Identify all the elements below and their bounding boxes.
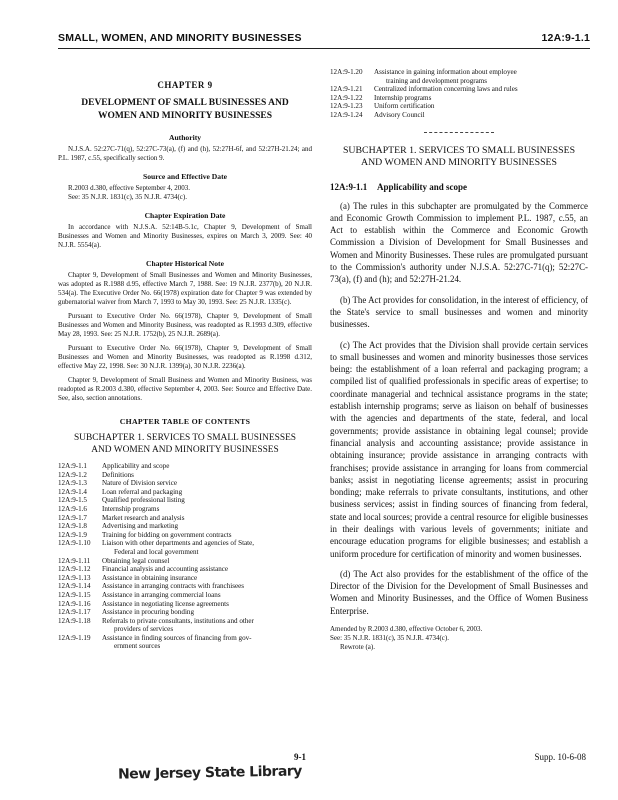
left-column — [58, 68, 312, 651]
toc-entry — [58, 557, 312, 566]
toc-entry — [58, 600, 312, 609]
toc-entry-title-text: Loan referral and packaging — [102, 487, 183, 496]
toc-entry-title — [374, 111, 588, 120]
section-number: 12A:9-1.1 — [330, 181, 368, 192]
toc-entry-title — [102, 514, 312, 523]
toc-entry — [330, 111, 588, 120]
toc-entry-title-text: Assistance in arranging commercial loans — [102, 590, 221, 599]
toc-entry-number: 12A:9-1.8 — [58, 522, 87, 531]
toc-entry-title-text: Assistance in gaining information about employee — [374, 68, 517, 76]
toc-entry-title-text: Assistance in finding sources of financing from gov- — [102, 633, 252, 642]
toc-entry — [58, 574, 312, 583]
toc-subchapter-line-2: AND WOMEN AND MINORITY BUSINESSES — [91, 445, 279, 455]
toc-entry-title-text: Definitions — [102, 470, 134, 479]
toc-entry-title-continuation: providers of services — [114, 625, 174, 634]
amendment-note — [330, 625, 588, 652]
toc-entry-number: 12A:9-1.24 — [330, 110, 363, 119]
source-line-1: R.2003 d.380, effective September 4, 2003. — [68, 184, 190, 192]
toc-entry — [58, 479, 312, 488]
section-heading — [330, 182, 588, 192]
toc-entry-title-text: Assistance in arranging contracts with franchisees — [102, 582, 245, 591]
section-title: Applicability and scope — [377, 181, 468, 192]
toc-entry-number: 12A:9-1.9 — [58, 530, 87, 539]
chapter-number: CHAPTER 9 — [157, 80, 213, 90]
table-of-contents-left — [58, 462, 312, 651]
toc-entry-title-text: Referrals to private consultants, institutions and other — [102, 616, 254, 625]
toc-entry-title-text: Internship programs — [102, 504, 160, 513]
toc-entry-title — [102, 600, 312, 609]
toc-entry — [58, 591, 312, 600]
section-body — [330, 200, 588, 618]
header-title: SMALL, WOMEN, AND MINORITY BUSINESSES — [58, 32, 302, 44]
toc-entry-title — [102, 591, 312, 600]
toc-entry-title-text: Advisory Council — [374, 110, 425, 119]
toc-entry — [330, 85, 588, 94]
toc-entry-number: 12A:9-1.14 — [58, 582, 91, 591]
toc-entry-number: 12A:9-1.17 — [58, 608, 91, 617]
toc-entry-number: 12A:9-1.18 — [58, 616, 91, 625]
toc-entry-number: 12A:9-1.3 — [58, 479, 87, 488]
expiration-text: In accordance with N.J.S.A. 52:14B-5.1c, Chapter 9, Development of Small Businesses and Women and Minority Businesses, expires on March 3, 2009. See: 40 N.J.R. 5554(a). — [58, 223, 312, 249]
chapter-title — [58, 97, 312, 123]
source-text — [58, 184, 312, 202]
toc-entry-number: 12A:9-1.13 — [58, 573, 91, 582]
toc-entry-title — [102, 617, 312, 634]
toc-entry-title-text: Assistance in procuring bonding — [102, 608, 195, 617]
toc-entry-number: 12A:9-1.6 — [58, 504, 87, 513]
supplement-date: Supp. 10-6-08 — [534, 752, 586, 762]
toc-entry-number: 12A:9-1.15 — [58, 590, 91, 599]
toc-entry-title-continuation: Federal and local government — [114, 547, 199, 556]
toc-entry — [58, 488, 312, 497]
toc-entry — [58, 608, 312, 617]
toc-entry-title — [102, 488, 312, 497]
toc-entry — [58, 514, 312, 523]
toc-subchapter-title — [58, 432, 312, 456]
toc-entry-title — [102, 539, 312, 556]
toc-entry-number: 12A:9-1.20 — [330, 68, 363, 76]
toc-entry — [330, 94, 588, 103]
table-of-contents-right — [330, 68, 588, 120]
history-paragraph-1: Chapter 9, Development of Small Businesses and Women and Minority Businesses, was adopted as R.1988 d.95, effective March 7, 1988. See: 19 N.J.R. 2377(b), 20 N.J.R. 534(a). The Executive Order No. 66(1978) expiration date for Chapter 9 was extended by gubernatorial waiver from March 7, 1993 to May 30, 1993. See: 25 N.J.R. 1335(c). — [58, 271, 312, 306]
toc-entry — [58, 505, 312, 514]
toc-entry-title — [374, 94, 588, 103]
toc-entry-title-text: Internship programs — [374, 93, 432, 102]
toc-entry — [330, 102, 588, 111]
toc-entry-number: 12A:9-1.4 — [58, 487, 87, 496]
toc-entry-number: 12A:9-1.23 — [330, 102, 363, 111]
toc-entry — [58, 522, 312, 531]
toc-entry-title — [102, 505, 312, 514]
history-paragraph-2: Pursuant to Executive Order No. 66(1978), Chapter 9, Development of Small Businesses and Women and Minority Business, was readopted as R.1993 d.309, effective May 28, 1993. See: 25 N.J.R. 1752(b), 25 N.J.R. 2689(a). — [58, 312, 312, 338]
authority-heading: Authority — [168, 133, 202, 142]
toc-entry — [58, 617, 312, 634]
table-of-contents-heading: CHAPTER TABLE OF CONTENTS — [119, 417, 251, 426]
toc-entry-number: 12A:9-1.19 — [58, 633, 91, 642]
subchapter-title — [330, 145, 588, 170]
toc-entry-number: 12A:9-1.5 — [58, 496, 87, 505]
paragraph-b: (b) The Act provides for consolidation, in the interest of efficiency, of the State's service to small businesses and women and minority businesses. — [330, 294, 588, 330]
toc-entry-number: 12A:9-1.12 — [58, 565, 91, 574]
toc-entry-title — [102, 565, 312, 574]
toc-entry-title — [102, 608, 312, 617]
toc-entry-title-text: Assistance in obtaining insurance — [102, 573, 198, 582]
paragraph-a: (a) The rules in this subchapter are promulgated by the Commerce and Economic Growth Commission to implement P.L. 1987, c.55, an Act to establish within the Commerce and Economic Growth Commission a Division of Development for Small Businesses and Women and Minority Businesses. These rules are promulgated pursuant to the Commission's authority under N.J.S.A. 52:27C-71(q); 52:27C-73(a), (f) and (h); and 52:27H-21.24. — [330, 200, 588, 285]
toc-entry-title-text: Applicability and scope — [102, 462, 170, 470]
toc-entry-title — [102, 522, 312, 531]
toc-entry-title — [102, 531, 312, 540]
toc-entry-title — [374, 68, 588, 85]
toc-entry-title-continuation: training and development programs — [386, 76, 488, 85]
right-column — [330, 68, 588, 652]
toc-entry-title — [102, 574, 312, 583]
toc-entry-title-continuation: ernment sources — [114, 642, 161, 651]
history-paragraph-3: Pursuant to Executive Order No. 66(1978), Chapter 9, Development of Small Businesses and Women and Minority Businesses, was readopted as R.1998 d.312, effective May 22, 1998. See: 30 N.J.R. 1399(a), 30 N.J.R. 2236(a). — [58, 344, 312, 370]
toc-entry-title — [102, 557, 312, 566]
toc-entry-title-text: Uniform certification — [374, 102, 435, 111]
toc-entry-title — [102, 582, 312, 591]
toc-entry — [58, 565, 312, 574]
toc-entry-number: 12A:9-1.10 — [58, 539, 91, 548]
toc-entry-title — [102, 634, 312, 651]
authority-text: N.J.S.A. 52:27C-71(q), 52:27C-73(a), (f) and (h), 52:27H-6f, and 52:27H-21.24; and P.L. 1987, c.55, specifically section 9. — [58, 145, 312, 162]
history-notes — [58, 271, 312, 403]
toc-entry-title-text: Obtaining legal counsel — [102, 556, 170, 565]
paragraph-d: (d) The Act also provides for the establishment of the office of the Director of the Division for the Development of Small Businesses and Women and Minority Businesses, and the Office of Women Business Enterprise. — [330, 568, 588, 616]
toc-entry-number: 12A:9-1.11 — [58, 556, 91, 565]
subchapter-line-1: SUBCHAPTER 1. SERVICES TO SMALL BUSINESSES — [342, 144, 576, 156]
toc-entry-title-text: Market research and analysis — [102, 513, 185, 522]
toc-entry-title — [102, 471, 312, 480]
source-line-2: See: 35 N.J.R. 1831(c), 35 N.J.R. 4734(c). — [68, 193, 187, 201]
toc-entry-title-text: Assistance in negotiating license agreements — [102, 599, 229, 608]
chapter-title-line-1: DEVELOPMENT OF SMALL BUSINESSES AND — [81, 98, 289, 108]
amendment-line: Amended by R.2003 d.380, effective October 6, 2003. — [330, 625, 483, 634]
history-paragraph-4: Chapter 9, Development of Small Business and Women and Minority Business, was readopted as R.2003 d.380, effective September 4, 2003. See: Source and Effective Date. See, also, section annotations. — [58, 376, 312, 402]
toc-entry-title-text: Liaison with other departments and agencies of State, — [102, 539, 255, 548]
toc-entry — [58, 462, 312, 471]
toc-entry-title — [374, 102, 588, 111]
amendment-see: See: 35 N.J.R. 1831(c), 35 N.J.R. 4734(c). — [330, 634, 449, 643]
toc-entry-number: 12A:9-1.21 — [330, 85, 363, 94]
toc-entry — [58, 471, 312, 480]
toc-entry-title-text: Financial analysis and accounting assistance — [102, 565, 229, 574]
source-heading: Source and Effective Date — [142, 172, 227, 181]
section-divider — [424, 132, 494, 133]
toc-entry-title — [102, 462, 312, 471]
toc-entry — [330, 68, 588, 85]
toc-entry-number: 12A:9-1.1 — [58, 462, 87, 470]
paragraph-c: (c) The Act provides that the Division shall provide certain services to small businesses and women and minority businesses those services being: the establishment of a loan referral and packaging program; a compiled list of qualified professionals in specific areas of expertise; to coordinate managerial and technical assistance programs in the state; establish internship programs; serve as liaison on behalf of businesses with the agencies and departments of the state, federal, and local governments; provide assistance in obtaining legal counsel; provide financial analysis and accounting assistance; provide assistance in obtaining insurance; provide assistance in arranging contracts with franchises; provide assistance in arranging for loans from commercial banks; assist in negotiating license agreements; assist in procuring bonding; make referrals to private consultants, institutions, and other business services; assist in finding sources of financing from federal, state and local sources; provide a central resource for eligible businesses in their dealings with various levels of governments; initiate and encourage education programs for eligible businesses; and establish a uniform procedure for certification of minority and women businesses. — [330, 339, 588, 559]
toc-entry-title-text: Training for bidding on government contracts — [102, 530, 232, 539]
toc-entry-title-text: Qualified professional listing — [102, 496, 185, 505]
history-heading: Chapter Historical Note — [146, 259, 224, 268]
toc-entry-number: 12A:9-1.16 — [58, 599, 91, 608]
toc-entry-title — [374, 85, 588, 94]
page-number: 9-1 — [294, 752, 306, 762]
expiration-heading: Chapter Expiration Date — [144, 211, 226, 220]
toc-entry — [58, 539, 312, 556]
toc-entry — [58, 496, 312, 505]
amendment-rewrote: Rewrote (a). — [340, 643, 375, 652]
toc-entry — [58, 582, 312, 591]
toc-entry-title-text: Advertising and marketing — [102, 522, 179, 531]
toc-entry-title-text: Centralized information concerning laws and rules — [374, 85, 518, 94]
subchapter-line-2: AND WOMEN AND MINORITY BUSINESSES — [361, 157, 557, 169]
toc-entry — [58, 531, 312, 540]
toc-entry-number: 12A:9-1.22 — [330, 93, 363, 102]
toc-entry-title — [102, 496, 312, 505]
toc-entry-title-text: Nature of Division service — [102, 479, 178, 488]
toc-subchapter-line-1: SUBCHAPTER 1. SERVICES TO SMALL BUSINESSES — [73, 433, 297, 443]
toc-entry-number: 12A:9-1.7 — [58, 513, 87, 522]
toc-entry-number: 12A:9-1.2 — [58, 470, 87, 479]
library-stamp: New Jersey State Library — [117, 763, 303, 783]
toc-entry-title — [102, 479, 312, 488]
running-header — [58, 30, 590, 49]
toc-entry — [58, 634, 312, 651]
chapter-title-line-2: WOMEN AND MINORITY BUSINESSES — [97, 111, 273, 121]
header-section-number: 12A:9-1.1 — [541, 32, 590, 44]
